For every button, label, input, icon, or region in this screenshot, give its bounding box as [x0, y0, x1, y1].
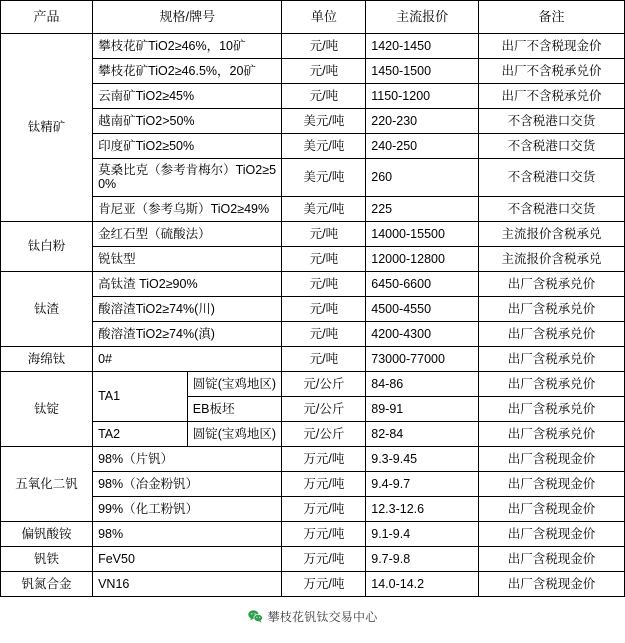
cell-remark: 主流报价含税承兑: [479, 221, 625, 246]
table-row: [1, 109, 625, 134]
cell-remark: 出厂含税承兑价: [479, 421, 625, 446]
cell-product: 五氧化二钒: [1, 446, 93, 521]
cell-unit: 元/吨: [282, 59, 366, 84]
cell-product: 钛精矿: [1, 34, 93, 222]
table-header-row: [1, 1, 625, 34]
cell-price: 1150-1200: [366, 84, 479, 109]
cell-unit: 元/吨: [282, 34, 366, 59]
column-header-spec: 规格/牌号: [93, 1, 282, 34]
cell-remark: 出厂含税现金价: [479, 546, 625, 571]
cell-spec: 云南矿TiO2≥45%: [93, 84, 282, 109]
cell-spec: 莫桑比克（参考肯梅尔）TiO2≥50%: [93, 159, 282, 197]
cell-price: 12000-12800: [366, 246, 479, 271]
table-row: [1, 446, 625, 471]
table-row: [1, 134, 625, 159]
cell-price: 14000-15500: [366, 221, 479, 246]
cell-remark: 出厂不含税现金价: [479, 34, 625, 59]
table-row: [1, 321, 625, 346]
cell-spec: 98%: [93, 521, 282, 546]
cell-spec: 攀枝花矿TiO2≥46%，10矿: [93, 34, 282, 59]
cell-spec: 肯尼亚（参考乌斯）TiO2≥49%: [93, 196, 282, 221]
wechat-icon: [248, 610, 263, 623]
cell-price: 84-86: [366, 371, 479, 396]
cell-product: 钛白粉: [1, 221, 93, 271]
cell-remark: 出厂含税承兑价: [479, 321, 625, 346]
table-row: [1, 196, 625, 221]
cell-price: 12.3-12.6: [366, 496, 479, 521]
cell-remark: 出厂含税承兑价: [479, 271, 625, 296]
table-row: [1, 34, 625, 59]
cell-remark: 出厂含税现金价: [479, 471, 625, 496]
cell-unit: 万元/吨: [282, 521, 366, 546]
cell-price: 1420-1450: [366, 34, 479, 59]
cell-unit: 美元/吨: [282, 196, 366, 221]
table-row: [1, 159, 625, 197]
cell-unit: 元/公斤: [282, 371, 366, 396]
cell-product: 偏钒酸铵: [1, 521, 93, 546]
cell-product: 海绵钛: [1, 346, 93, 371]
cell-spec: FeV50: [93, 546, 282, 571]
cell-unit: 万元/吨: [282, 471, 366, 496]
cell-unit: 元/公斤: [282, 421, 366, 446]
cell-unit: 万元/吨: [282, 571, 366, 596]
cell-remark: 出厂不含税承兑价: [479, 84, 625, 109]
cell-product: 钒氮合金: [1, 571, 93, 596]
cell-spec: 98%（片钒）: [93, 446, 282, 471]
table-header: [1, 1, 625, 34]
table-row: [1, 271, 625, 296]
cell-price: 14.0-14.2: [366, 571, 479, 596]
cell-spec: 攀枝花矿TiO2≥46.5%，20矿: [93, 59, 282, 84]
cell-grade: TA1: [93, 371, 188, 421]
cell-price: 9.4-9.7: [366, 471, 479, 496]
cell-remark: 不含税港口交货: [479, 196, 625, 221]
cell-price: 89-91: [366, 396, 479, 421]
cell-spec-detail: 圆锭(宝鸡地区): [187, 421, 282, 446]
cell-unit: 元/吨: [282, 346, 366, 371]
cell-spec: 锐钛型: [93, 246, 282, 271]
cell-price: 4500-4550: [366, 296, 479, 321]
cell-price: 9.7-9.8: [366, 546, 479, 571]
table-row: [1, 296, 625, 321]
cell-spec-detail: 圆锭(宝鸡地区): [187, 371, 282, 396]
cell-remark: 主流报价含税承兑: [479, 246, 625, 271]
cell-price: 220-230: [366, 109, 479, 134]
cell-remark: 不含税港口交货: [479, 134, 625, 159]
column-header-price: 主流报价: [366, 1, 479, 34]
table-row: [1, 84, 625, 109]
footer-watermark: [0, 597, 625, 637]
cell-price: 1450-1500: [366, 59, 479, 84]
cell-remark: 出厂含税现金价: [479, 571, 625, 596]
cell-remark: 不含税港口交货: [479, 159, 625, 197]
cell-spec: 酸溶渣TiO2≥74%(川): [93, 296, 282, 321]
cell-unit: 元/公斤: [282, 396, 366, 421]
footer-text: 攀枝花钒钛交易中心: [267, 610, 378, 625]
cell-price: 73000-77000: [366, 346, 479, 371]
table-row: [1, 421, 625, 446]
cell-unit: 元/吨: [282, 221, 366, 246]
cell-spec: 0#: [93, 346, 282, 371]
column-header-remark: 备注: [479, 1, 625, 34]
table-row: [1, 371, 625, 396]
cell-spec: 印度矿TiO2≥50%: [93, 134, 282, 159]
cell-unit: 美元/吨: [282, 134, 366, 159]
cell-remark: 出厂含税承兑价: [479, 396, 625, 421]
cell-spec: 酸溶渣TiO2≥74%(滇): [93, 321, 282, 346]
cell-remark: 出厂含税承兑价: [479, 346, 625, 371]
cell-grade: TA2: [93, 421, 188, 446]
cell-unit: 美元/吨: [282, 159, 366, 197]
cell-remark: 出厂含税承兑价: [479, 296, 625, 321]
cell-unit: 元/吨: [282, 321, 366, 346]
cell-unit: 万元/吨: [282, 496, 366, 521]
cell-spec: 金红石型（硫酸法）: [93, 221, 282, 246]
cell-unit: 元/吨: [282, 271, 366, 296]
cell-spec: 99%（化工粉钒）: [93, 496, 282, 521]
table-row: [1, 59, 625, 84]
cell-unit: 元/吨: [282, 296, 366, 321]
table-row: [1, 471, 625, 496]
table-body: [1, 34, 625, 597]
cell-remark: 不含税港口交货: [479, 109, 625, 134]
cell-unit: 美元/吨: [282, 109, 366, 134]
cell-product: 钛渣: [1, 271, 93, 346]
cell-spec: 98%（冶金粉钒）: [93, 471, 282, 496]
cell-spec: VN16: [93, 571, 282, 596]
cell-price: 9.1-9.4: [366, 521, 479, 546]
table-row: [1, 496, 625, 521]
cell-spec: 越南矿TiO2>50%: [93, 109, 282, 134]
cell-spec: 高钛渣 TiO2≥90%: [93, 271, 282, 296]
cell-unit: 万元/吨: [282, 546, 366, 571]
column-header-unit: 单位: [282, 1, 366, 34]
cell-remark: 出厂含税现金价: [479, 446, 625, 471]
cell-price: 82-84: [366, 421, 479, 446]
cell-remark: 出厂不含税承兑价: [479, 59, 625, 84]
column-header-product: 产品: [1, 1, 93, 34]
cell-price: 225: [366, 196, 479, 221]
cell-unit: 元/吨: [282, 84, 366, 109]
cell-price: 6450-6600: [366, 271, 479, 296]
cell-price: 9.3-9.45: [366, 446, 479, 471]
cell-price: 4200-4300: [366, 321, 479, 346]
table-row: [1, 246, 625, 271]
table-row: [1, 571, 625, 596]
cell-product: 钛锭: [1, 371, 93, 446]
cell-remark: 出厂含税承兑价: [479, 371, 625, 396]
cell-unit: 元/吨: [282, 246, 366, 271]
table-row: [1, 546, 625, 571]
table-row: [1, 346, 625, 371]
table-row: [1, 521, 625, 546]
cell-remark: 出厂含税现金价: [479, 496, 625, 521]
table-row: [1, 221, 625, 246]
cell-unit: 万元/吨: [282, 446, 366, 471]
cell-remark: 出厂含税现金价: [479, 521, 625, 546]
cell-price: 260: [366, 159, 479, 197]
cell-product: 钒铁: [1, 546, 93, 571]
cell-price: 240-250: [366, 134, 479, 159]
cell-spec-detail: EB板坯: [187, 396, 282, 421]
